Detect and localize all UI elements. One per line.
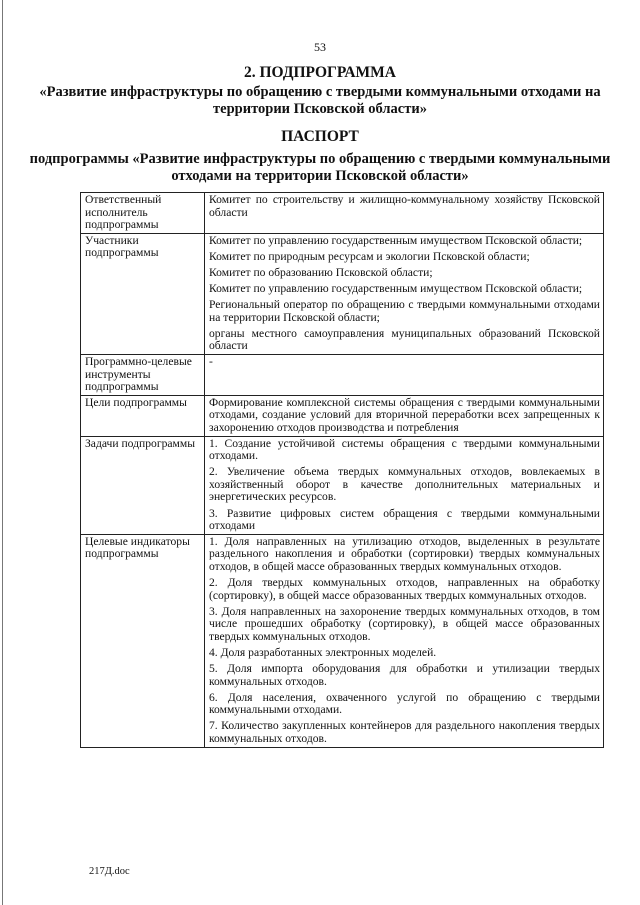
table-row (81, 355, 604, 396)
row-content (205, 534, 604, 747)
content-paragraph: 5. Доля импорта оборудования для обработки и утилизации твердых коммунальных отходов. (209, 662, 600, 688)
table-row (81, 534, 604, 747)
table-row (81, 233, 604, 354)
subprogram-heading: 2. ПОДПРОГРАММА (244, 64, 396, 81)
content-paragraph: 3. Развитие цифровых систем обращения с твердыми коммунальными отходами (209, 506, 600, 533)
content-paragraph: 1. Создание устойчивой системы обращения с твердыми коммунальными отходами. (209, 436, 600, 463)
row-label: Участники подпрограммы (81, 233, 205, 354)
page-number: 53 (314, 40, 326, 54)
file-name: 217Д.doc (89, 866, 130, 877)
table-row (81, 193, 604, 234)
content-paragraph: Комитет по образованию Псковской области; (209, 265, 433, 279)
content-paragraph: Комитет по природным ресурсам и экологии Псковской области; (209, 249, 530, 263)
content-paragraph: Комитет по управлению государственным имуществом Псковской области; (209, 282, 583, 296)
content-paragraph: 7. Количество закупленных контейнеров для раздельного накопления твердых коммунальных отходов. (209, 719, 600, 746)
content-paragraph: Формирование комплексной системы обращения с твердыми коммунальными отходами, создание условий для вторичной переработки всех запрещенных к захоронению отходов производства и потребления (209, 395, 600, 434)
passport-table (80, 192, 604, 748)
row-content (205, 355, 604, 396)
content-paragraph: 1. Доля направленных на утилизацию отходов, выделенных в результате раздельного накопления и обработки (сортировки) твердых коммунальных отходов, в общей массе образованных твердых коммунальных отходов. (209, 534, 600, 573)
content-paragraph: 2. Доля твердых коммунальных отходов, направленных на обработку (сортировку), в общей массе образованных твердых коммунальных отходов. (209, 576, 600, 602)
table-row (81, 436, 604, 534)
content-paragraph: 6. Доля населения, охваченного услугой по обращению с твердыми коммунальными отходами. (209, 690, 600, 717)
row-label: Ответственный исполнитель подпрограммы (81, 193, 205, 234)
content-paragraph: - (209, 355, 213, 369)
table-row (81, 395, 604, 436)
row-label: Цели подпрограммы (81, 395, 205, 436)
row-content (205, 193, 604, 234)
content-paragraph: Региональный оператор по обращению с твердыми коммунальными отходами на территории Псковской области; (209, 298, 600, 324)
passport-subtitle: подпрограммы «Развитие инфраструктуры по обращению с твердыми коммунальными отходами на территории Псковской области» (29, 151, 611, 184)
row-label: Целевые индикаторы подпрограммы (81, 534, 205, 747)
row-content (205, 395, 604, 436)
subprogram-title: «Развитие инфраструктуры по обращению с твердыми коммунальными отходами на территории Псковской области» (39, 84, 601, 117)
passport-title: ПАСПОРТ (281, 128, 359, 145)
content-paragraph: 2. Увеличение объема твердых коммунальных отходов, вовлекаемых в хозяйственный оборот в качестве дополнительных материальных и энергетических ресурсов. (209, 465, 600, 504)
content-paragraph: 4. Доля разработанных электронных моделей. (209, 646, 437, 659)
row-label: Программно-целевые инструменты подпрограммы (81, 355, 205, 396)
content-paragraph: 3. Доля направленных на захоронение твердых коммунальных отходов, в том числе прошедших обработку (сортировку), в общей массе образованных твердых коммунальных отходов. (209, 604, 600, 643)
content-paragraph: органы местного самоуправления муниципальных образований Псковской области (209, 326, 600, 353)
content-paragraph: Комитет по управлению государственным имуществом Псковской области; (209, 233, 583, 247)
row-label: Задачи подпрограммы (81, 436, 205, 534)
row-content (205, 233, 604, 354)
row-content (205, 436, 604, 534)
content-paragraph: Комитет по строительству и жилищно-коммунальному хозяйству Псковской области (209, 193, 600, 219)
